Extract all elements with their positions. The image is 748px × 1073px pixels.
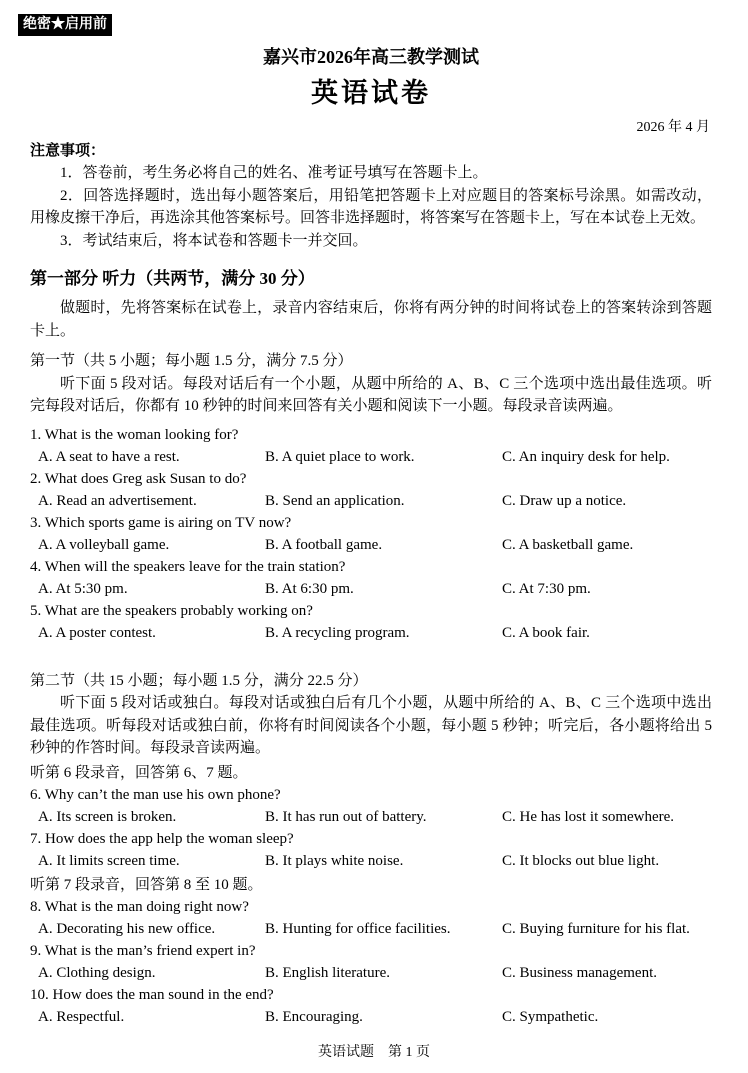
question-text: 7. How does the app help the woman sleep? (30, 830, 294, 847)
question-text: 8. What is the man doing right now? (30, 898, 249, 915)
option-a: A. A volleyball game. (38, 536, 170, 553)
section1-heading: 第一节（共 5 小题；每小题 1.5 分，满分 7.5 分） (30, 353, 353, 369)
question-options (30, 622, 712, 644)
option-a: A. Its screen is broken. (38, 808, 177, 825)
option-b: B. At 6:30 pm. (265, 580, 354, 597)
exam-subtitle: 英语试卷 (311, 78, 431, 108)
option-c: C. It blocks out blue light. (502, 852, 660, 869)
notice-heading: 注意事项： (30, 143, 106, 159)
question-1 (30, 424, 712, 468)
option-c: C. He has lost it somewhere. (502, 808, 675, 825)
listening-cue-1: 听第 6 段录音，回答第 6、7 题。 (30, 764, 248, 781)
question-options (30, 962, 712, 984)
option-a: A. It limits screen time. (38, 852, 180, 869)
option-a: A. A seat to have a rest. (38, 448, 180, 465)
section2-instructions: 听下面 5 段对话或独白。每段对话或独白后有几个小题，从题中所给的 A、B、C 三个选项中选出最佳选项。听每段对话或独白前，你将有时间阅读各个小题，每小题 5 秒钟；听完后，各小题将给出 5 秒钟的作答时间。每段录音读两遍。 (30, 695, 712, 756)
option-c: C. Draw up a notice. (502, 492, 627, 509)
part1-intro: 做题时，先将答案标在试卷上，录音内容结束后，你将有两分钟的时间将试卷上的答案转涂到答题卡上。 (30, 300, 712, 339)
question-options (30, 806, 712, 828)
option-a: A. A poster contest. (38, 624, 156, 641)
exam-title: 嘉兴市2026年高三教学测试 (263, 47, 479, 67)
classification-banner: 绝密★启用前 (18, 14, 112, 36)
question-text: 9. What is the man’s friend expert in? (30, 942, 256, 959)
option-b: B. It has run out of battery. (265, 808, 427, 825)
option-a: A. Respectful. (38, 1008, 125, 1025)
option-a: A. At 5:30 pm. (38, 580, 128, 597)
question-text: 6. Why can’t the man use his own phone? (30, 786, 281, 803)
option-b: B. It plays white noise. (265, 852, 404, 869)
question-text: 4. When will the speakers leave for the train station? (30, 558, 346, 575)
question-6 (30, 784, 712, 828)
question-text: 2. What does Greg ask Susan to do? (30, 470, 247, 487)
option-b: B. A quiet place to work. (265, 448, 415, 465)
option-c: C. At 7:30 pm. (502, 580, 591, 597)
question-8 (30, 896, 712, 940)
option-c: C. A book fair. (502, 624, 590, 641)
option-b: B. Hunting for office facilities. (265, 920, 451, 937)
option-c: C. Business management. (502, 964, 657, 981)
option-a: A. Clothing design. (38, 964, 156, 981)
option-c: C. Sympathetic. (502, 1008, 599, 1025)
option-a: A. Decorating his new office. (38, 920, 216, 937)
option-b: B. English literature. (265, 964, 390, 981)
option-b: B. A football game. (265, 536, 383, 553)
question-9 (30, 940, 712, 984)
question-options (30, 534, 712, 556)
question-4 (30, 556, 712, 600)
part1-heading: 第一部分 听力（共两节，满分 30 分） (30, 269, 315, 288)
section2-heading: 第二节（共 15 小题；每小题 1.5 分，满分 22.5 分） (30, 672, 368, 689)
question-options (30, 490, 712, 512)
notice-item-3: 3．考试结束后，将本试卷和答题卡一并交回。 (60, 232, 368, 249)
question-text: 10. How does the man sound in the end? (30, 986, 274, 1003)
question-options (30, 850, 712, 872)
question-options (30, 918, 712, 940)
question-2 (30, 468, 712, 512)
question-options (30, 446, 712, 468)
question-10 (30, 984, 712, 1028)
notice-item-2: 2．回答选择题时，选出每小题答案后，用铅笔把答题卡上对应题目的答案标号涂黑。如需改动，用橡皮擦干净后，再选涂其他答案标号。回答非选择题时，将答案写在答题卡上，写在本试卷上无效。 (30, 187, 712, 226)
option-a: A. Read an advertisement. (38, 492, 197, 509)
question-3 (30, 512, 712, 556)
page-footer: 英语试题 第 1 页 (318, 1045, 430, 1060)
listening-cue-2: 听第 7 段录音，回答第 8 至 10 题。 (30, 876, 263, 893)
question-text: 5. What are the speakers probably working on? (30, 602, 313, 619)
option-c: C. An inquiry desk for help. (502, 448, 670, 465)
notice-item-1: 1．答卷前，考生务必将自己的姓名、准考证号填写在答题卡上。 (60, 165, 488, 181)
question-options (30, 1006, 712, 1028)
question-options (30, 578, 712, 600)
option-b: B. Send an application. (265, 492, 405, 509)
question-text: 3. Which sports game is airing on TV now? (30, 514, 292, 531)
question-text: 1. What is the woman looking for? (30, 426, 239, 443)
section1-instructions: 听下面 5 段对话。每段对话后有一个小题，从题中所给的 A、B、C 三个选项中选出最佳选项。听完每段对话后，你都有 10 秒钟的时间来回答有关小题和阅读下一小题。每段录音读两遍。 (30, 375, 712, 414)
option-c: C. A basketball game. (502, 536, 634, 553)
question-5 (30, 600, 712, 644)
exam-date: 2026 年 4 月 (636, 120, 710, 135)
option-b: B. Encouraging. (265, 1008, 363, 1025)
option-b: B. A recycling program. (265, 624, 410, 641)
option-c: C. Buying furniture for his flat. (502, 920, 690, 937)
question-7 (30, 828, 712, 872)
